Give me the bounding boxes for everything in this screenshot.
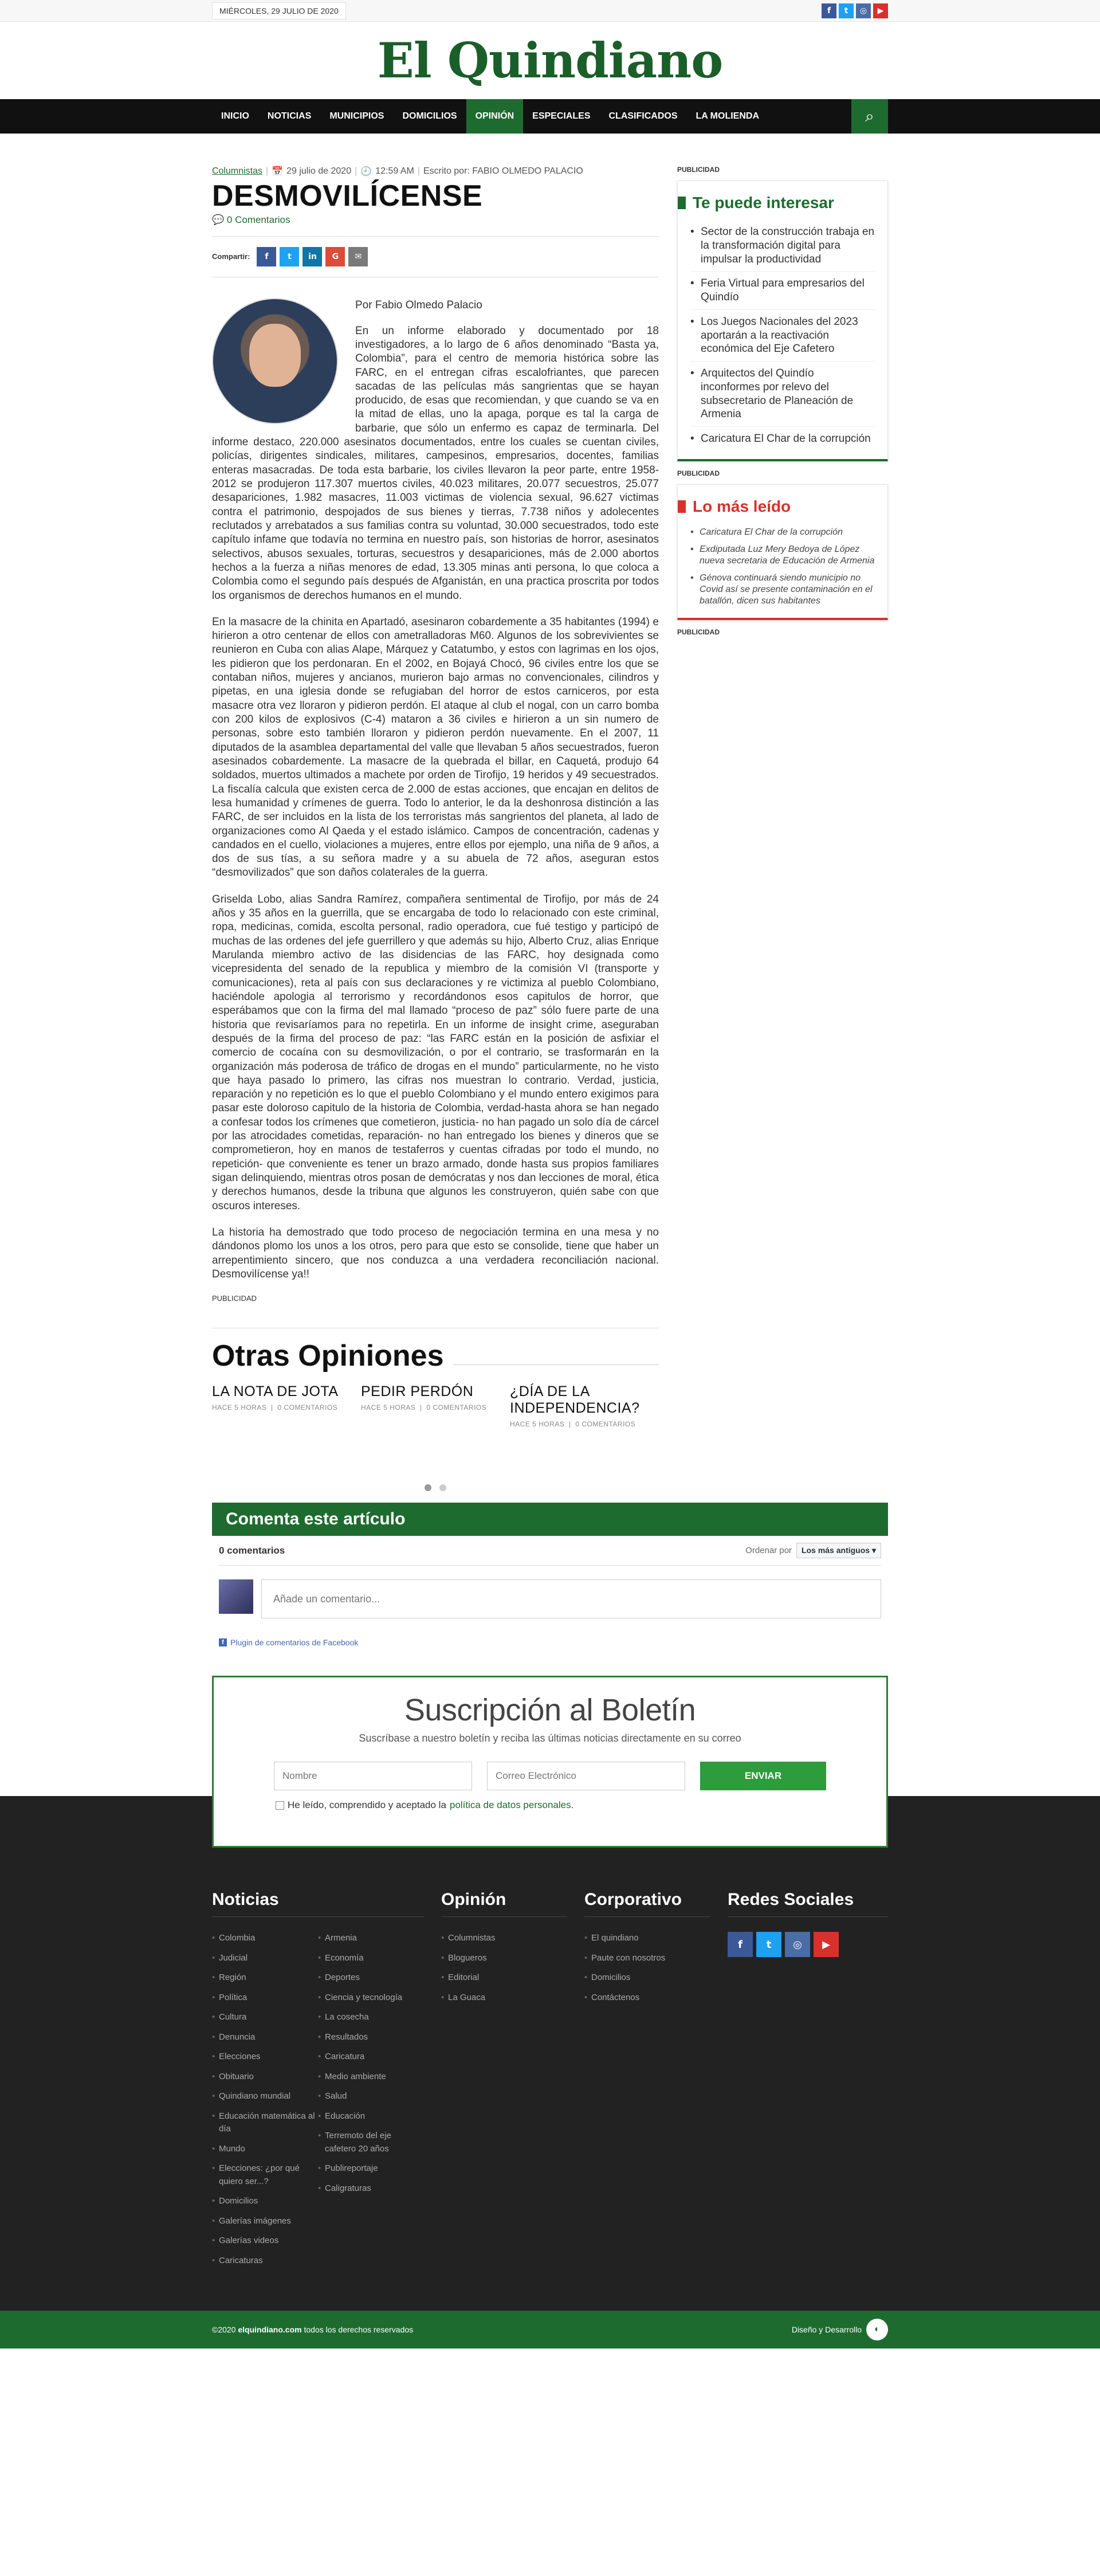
article-paragraph: Griselda Lobo, alias Sandra Ramírez, compañera sentimental de Tirofijo, por más de 24 años y 35 años en la guerrilla, que se encargaba de todo lo relacionado con este criminal, ropa, medicinas, comida, escolta personal, radio operadora, cue fué testigo y participó de muchas de las ordenes del jefe guerrillero y que además su hijo, Alberto Cruz, alias Enrique Marulanda miembro activo de las disidencias de las FARC, hoy designada como vicepresidenta del senado de la republica y miembro de la comisión VI (transporte y comunicaciones), reta al país con sus declaraciones y re victimiza al pueblo Colombiano, haciéndole apologia al terrorismo y recordándonos esos capitulos de horror, que esperábamos que con la firma del mal llamado “proceso de paz” sólo fuere parte de una historia que revisaríamos para no repetirla. En un informe de insight crime, aseguraban después de la firma del proceso de paz: “las FARC están en la posición de asfixiar el comercio de cocaína con su desmovilización, o por el contrario, se trasformarán en la organización más poderosa de tráfico de drogas en el mundo” particularmente, no he visto que haya pasado lo primero, las cifras nos muestran lo contrario. Verdad, justicia, reparación y no repetición es lo que el pueblo Colombiano y el mundo entero exigimos para pasar este doloroso capitulo de la historia de Colombia, verdad-hasta ahora se han negado a confesar todos los crímenes que cometieron, justicia- no han pagado un solo día de cárcel por las atrocidades cometidas, reparación- no han entregado los bienes y dineros que se comprometieron, hoy en manos de testaferros y cuentas cifradas por todo el mundo, no repetición- que conveniente es tener un brazo armado, donde hasta sus propios familiares sigan delinquiendo, mientras otros posan de demócratas y nos dan lecciones de moral, ética y derechos humanos, desde la tribuna que algunos les construyeron, quién sabe con que oscuros intereses. bbox=[212, 893, 659, 1212]
footer-link[interactable]: • Política bbox=[212, 1991, 318, 2012]
footer-link[interactable]: • Medio ambiente bbox=[318, 2071, 424, 2091]
footer-link[interactable]: • Columnistas bbox=[441, 1932, 547, 1952]
nav-item-clasificados[interactable]: CLASIFICADOS bbox=[608, 111, 678, 121]
instagram-icon[interactable]: ◎ bbox=[856, 3, 871, 18]
facebook-comments bbox=[212, 1536, 888, 1647]
newsletter-box bbox=[212, 1676, 888, 1848]
sidebar bbox=[677, 166, 888, 1491]
footer-link[interactable]: • Elecciones bbox=[212, 2050, 318, 2071]
privacy-checkbox-row bbox=[276, 1799, 886, 1811]
ad-label: PUBLICIDAD bbox=[677, 166, 720, 174]
footer-link[interactable]: • Mundo bbox=[212, 2143, 318, 2163]
header bbox=[0, 22, 1100, 99]
plugin-label: Plugin de comentarios de Facebook bbox=[230, 1638, 359, 1648]
share-email-icon[interactable]: ✉ bbox=[348, 247, 368, 266]
nav-item-la-molienda[interactable]: LA MOLIENDA bbox=[696, 111, 760, 121]
share-twitter-icon[interactable]: t bbox=[280, 247, 299, 266]
footer-heading: Redes Sociales bbox=[728, 1890, 888, 1917]
footer-link[interactable]: • Denuncia bbox=[212, 2031, 318, 2051]
footer-link[interactable]: • Cultura bbox=[212, 2011, 318, 2031]
footer-link[interactable]: • Salud bbox=[318, 2090, 424, 2110]
footer-link[interactable]: • Armenia bbox=[318, 1932, 424, 1952]
footer-link[interactable]: • Caricaturas bbox=[212, 2255, 318, 2275]
article-paragraph: La historia ha demostrado que todo proceso de negociación termina en una mesa y no dándonos plomo los unos a los otros, pero para que esto se consolide, tiene que haber un arrepentimiento sincero, que nos conduzca a una verdadera reconciliación nacional. Desmovilícense ya!! bbox=[212, 1226, 659, 1280]
comments-count: 0 Comentarios bbox=[226, 214, 290, 225]
twitter-icon[interactable]: t bbox=[839, 3, 854, 18]
footer-link[interactable]: • Elecciones: ¿por qué quiero ser...? bbox=[212, 2162, 318, 2195]
facebook-plugin-link[interactable] bbox=[219, 1638, 881, 1647]
interest-item[interactable]: • Arquitectos del Quindío inconformes por relevo del subsecretario de Planeación de Armenia bbox=[690, 362, 875, 427]
opinion-title[interactable]: PEDIR PERDÓN bbox=[361, 1383, 474, 1400]
facebook-icon[interactable]: f bbox=[822, 3, 836, 18]
article-time: 12:59 AM bbox=[375, 166, 414, 176]
calendar-icon: 📅 bbox=[272, 167, 284, 177]
nav-item-opinion[interactable]: OPINIÓN bbox=[466, 99, 524, 134]
article bbox=[212, 166, 659, 1491]
opinion-title[interactable]: ¿DÍA DE LA INDEPENDENCIA? bbox=[510, 1383, 640, 1417]
article-paragraph: En un informe elaborado y documentado por 18 investigadores, a lo largo de 6 años denominado “Basta ya, Colombia”, para el centro de memoria histórica sobre las FARC, en el entregan cifras escalofriantes, que parecen sacadas de las películas más sangrientas que se hayan producido, de esas que recomiendan, y que cuando se va en la mitad de ellas, uno la apaga, porque es tal la carga de barbarie, que sólo un enfermo es capaz de terminarla. Del informe destaco, 220.000 asesinatos documentados, entre los cuales se cuentan civiles, policías, dirigentes sindicales, militares, campesinos, empresarios, docentes, familias enteras masacradas. De toda esta barbarie, los civiles llevaron la peor parte, entre 1958-2012 se produjeron 117.307 muertos civiles, 40.023 militares, 20.077 secuestros, 25.077 desapariciones, 1.982 masacres, 11.003 victimas de violencia sexual, 96.627 victimas contra el patrimonio, despojados de sus bienes y tierras, 7.738 niños y adolecentes reclutados y arrebatados a sus familias contra su voluntad, 30.000 secuestrados, todo este capítulo infame que todavía no termina en nuestro país, son historias de horror, asesinatos selectivos, abusos sexuales, torturas, secuestros y desapariciones, más de 2.000 abortos hechos a la fuerza a niñas menores de edad, 13.305 minas anti persona, lo que coloca a Colombia como el segundo país después de Afganistán, en una practica proscrita por todos los organismos de derechos humanos en el mundo. bbox=[212, 324, 659, 602]
design-label: Diseño y Desarrollo bbox=[791, 2325, 862, 2335]
article-paragraph: En la masacre de la chinita en Apartadó, asesinaron cobardemente a 35 habitantes (1994) e hirieron a otro centenar de ellos con ametralladoras M60. Algunos de los sobrevivientes se reunieron en Cuba con alias Alape, Márquez y Catatumbo, y estos con lagrimas en los ojos, les pidieron que los perdonaran. En el 2002, en Bojayá Chocó, 96 civiles entre los que se contaban niños, mujeres y ancianos, murieron bajo armas no convencionales, cilindros y pipetas, en una iglesia donde se refugiaban del horror de estos carniceros, por esta masacre otra vez lloraron y pidieron perdón. El ataque al club el nogal, con un carro bomba con 200 kilos de explosivos (C-4) mataron a 36 civiles e hirieron a un sin numero de personas, sobre esto también lloraron y pidieron perdón nuevamente. En el 2007, 11 diputados de la asamblea departamental del valle que llevaban 5 años secuestrados, fueron asesinados cobardemente. La masacre de la quebrada el billar, en Caquetá, produjo 64 soldados, muertos ultimados a machete por orden de Tirofijo, 19 heridos y 49 secuestrados. La fiscalía calcula que existen cerca de 2.000 de estas acciones, que encajan en delitos de lesa humanidad y crímenes de guerra. Todo lo anterior, le da la deshonrosa distinción a las FARC, de ser incluidos en la lista de los terroristas más sangrientos del planeta, al lado de organizaciones como Al Qaeda y el estado islámico. Campos de concentración, cadenas y candados en el cuello, violaciones a mujeres, entre ellos por ejemplo, una niña de 9 años, a dos de sus tías, a su señora madre y a su abuela de 72 años, aseguran estos “desmovilizados” que son daños colaterales de la guerra. bbox=[212, 615, 659, 879]
design-credit[interactable] bbox=[792, 2319, 888, 2340]
carousel-dots bbox=[212, 1484, 659, 1491]
other-opinions bbox=[212, 1328, 659, 1491]
name-field[interactable] bbox=[274, 1762, 472, 1790]
clock-icon: 🕘 bbox=[360, 167, 372, 177]
footer-link[interactable]: • Galerías videos bbox=[212, 2234, 318, 2255]
footer-link[interactable]: • Educación matemática al día bbox=[212, 2110, 318, 2143]
opinion-meta: HACE 5 HORAS | 0 COMENTARIOS bbox=[361, 1403, 487, 1412]
footer-link[interactable]: • El quindiano bbox=[584, 1932, 690, 1952]
section-marker bbox=[678, 197, 686, 209]
newsletter-title: Suscripción al Boletín bbox=[404, 1693, 696, 1728]
opinion-card[interactable] bbox=[510, 1383, 659, 1428]
facebook-icon: f bbox=[219, 1638, 227, 1646]
carousel-dot[interactable] bbox=[425, 1484, 431, 1491]
youtube-icon[interactable]: ▶ bbox=[873, 3, 888, 18]
search-icon[interactable]: ⌕ bbox=[851, 99, 888, 134]
footer-link[interactable]: • Galerías imágenes bbox=[212, 2215, 318, 2235]
current-date: MIÉRCOLES, 29 JULIO DE 2020 bbox=[212, 2, 346, 19]
ad-label: PUBLICIDAD bbox=[677, 469, 720, 477]
ad-label: PUBLICIDAD bbox=[677, 628, 720, 636]
section-marker bbox=[678, 500, 686, 513]
opinion-meta: HACE 5 HORAS | 0 COMENTARIOS bbox=[212, 1403, 338, 1412]
meta-separator: | bbox=[266, 166, 269, 176]
footer-link[interactable]: • Ciencia y tecnología bbox=[318, 1991, 424, 2012]
share-linkedin-icon[interactable]: in bbox=[302, 247, 322, 266]
most-read-item[interactable]: • Génova continuará siendo municipio no Covid así se presente contaminación en el batallón, dicen sus habitantes bbox=[690, 570, 875, 610]
footer-link[interactable]: • Judicial bbox=[212, 1952, 318, 1972]
footer-opinion bbox=[441, 1890, 567, 2274]
footer-corporativo bbox=[584, 1890, 710, 2274]
footer-link[interactable]: • Obituario bbox=[212, 2071, 318, 2091]
comment-count: 0 comentarios bbox=[219, 1544, 285, 1556]
designer-logo-icon: ◐ bbox=[866, 2319, 888, 2340]
email-field[interactable] bbox=[487, 1762, 685, 1790]
footer-link[interactable]: • Publireportaje bbox=[318, 2162, 424, 2182]
article-meta bbox=[212, 166, 659, 177]
interest-item[interactable]: • Sector de la construcción trabaja en la transformación digital para impulsar la productividad bbox=[690, 220, 875, 272]
instagram-icon[interactable]: ◎ bbox=[785, 1932, 810, 1957]
nav-item-especiales[interactable]: ESPECIALES bbox=[532, 111, 591, 121]
comment-section-title: Comenta este artículo bbox=[212, 1503, 888, 1536]
byline: Por Fabio Olmedo Palacio bbox=[355, 299, 482, 311]
opinion-carousel bbox=[212, 1383, 659, 1428]
twitter-icon[interactable]: t bbox=[756, 1932, 781, 1957]
share-facebook-icon[interactable]: f bbox=[257, 247, 276, 266]
privacy-checkbox[interactable] bbox=[276, 1801, 284, 1810]
most-read-item[interactable]: • Caricatura El Char de la corrupción bbox=[690, 524, 875, 541]
meta-separator: | bbox=[355, 166, 358, 176]
footer-link[interactable]: • Editorial bbox=[441, 1971, 547, 1991]
nav-item-domicilios[interactable]: DOMICILIOS bbox=[402, 111, 457, 121]
lo-mas-leido-box bbox=[677, 484, 888, 620]
copyright: ©2020 elquindiano.com todos los derechos reservados bbox=[212, 2325, 414, 2335]
share-label: Compartir: bbox=[212, 252, 250, 261]
share-bar bbox=[212, 247, 659, 266]
footer-heading: Noticias bbox=[212, 1890, 424, 1917]
opinion-meta: HACE 5 HORAS | 0 COMENTARIOS bbox=[510, 1420, 636, 1429]
facebook-icon[interactable]: f bbox=[728, 1932, 753, 1957]
comments-count-link[interactable] bbox=[212, 214, 659, 226]
comment-input[interactable] bbox=[261, 1579, 881, 1618]
article-author-meta: Escrito por: FABIO OLMEDO PALACIO bbox=[423, 166, 583, 176]
footer-link[interactable]: • Domicilios bbox=[584, 1971, 690, 1991]
sort-select[interactable]: Los más antiguos ▾ bbox=[796, 1543, 881, 1558]
copyright-bar bbox=[0, 2311, 1100, 2348]
opinion-title[interactable]: LA NOTA DE JOTA bbox=[212, 1383, 339, 1400]
footer bbox=[0, 1676, 1100, 2348]
interest-title: Te puede interesar bbox=[693, 194, 834, 211]
privacy-text: He leído, comprendido y aceptado la bbox=[288, 1799, 446, 1811]
category-link[interactable]: Columnistas bbox=[212, 166, 263, 176]
footer-noticias bbox=[212, 1890, 424, 2274]
carousel-dot[interactable] bbox=[439, 1484, 446, 1491]
share-google-icon[interactable]: G bbox=[325, 247, 345, 266]
article-title: DESMOVILÍCENSE bbox=[212, 179, 483, 213]
footer-link[interactable]: • Región bbox=[212, 1971, 318, 1991]
youtube-icon[interactable]: ▶ bbox=[814, 1932, 839, 1957]
footer-link[interactable]: • La Guaca bbox=[441, 1991, 547, 2012]
footer-link[interactable]: • Caricatura bbox=[318, 2050, 424, 2071]
footer-heading: Opinión bbox=[441, 1890, 567, 1917]
footer-link[interactable]: • Deportes bbox=[318, 1971, 424, 1991]
footer-link[interactable]: • Colombia bbox=[212, 1932, 318, 1952]
sort-label: Ordenar por bbox=[745, 1546, 792, 1556]
footer-link[interactable]: • Blogueros bbox=[441, 1952, 547, 1972]
footer-heading: Corporativo bbox=[584, 1890, 710, 1917]
main-nav bbox=[0, 99, 1100, 134]
article-date: 29 julio de 2020 bbox=[286, 166, 352, 176]
nav-item-municipios[interactable]: MUNICIPIOS bbox=[329, 111, 384, 121]
meta-separator: | bbox=[417, 166, 420, 176]
article-body bbox=[212, 298, 659, 1303]
footer-link[interactable]: • Terremoto del eje cafetero 20 años bbox=[318, 2130, 424, 2162]
interest-item[interactable]: • Feria Virtual para empresarios del Quindío bbox=[690, 272, 875, 310]
footer-link[interactable]: • Contáctenos bbox=[584, 1991, 690, 2012]
divider bbox=[212, 236, 659, 237]
site-link[interactable]: elquindiano.com bbox=[238, 2325, 302, 2335]
footer-link[interactable]: • Economía bbox=[318, 1952, 424, 1972]
opinion-card[interactable] bbox=[361, 1383, 510, 1428]
avatar bbox=[219, 1579, 253, 1614]
submit-button[interactable]: ENVIAR bbox=[700, 1762, 826, 1790]
footer-redes bbox=[728, 1890, 888, 2274]
top-bar bbox=[0, 0, 1100, 22]
interest-item[interactable]: • Los Juegos Nacionales del 2023 aportarán a la reactivación económica del Eje Cafetero bbox=[690, 310, 875, 362]
site-logo[interactable]: El Quindiano bbox=[377, 32, 723, 89]
interest-item[interactable]: • Caricatura El Char de la corrupción bbox=[690, 427, 875, 451]
footer-link[interactable]: • Domicilios bbox=[212, 2195, 318, 2215]
other-opinions-title: Otras Opiniones bbox=[212, 1339, 444, 1373]
te-puede-interesar-box bbox=[677, 181, 888, 461]
most-read-item[interactable]: • Exdiputada Luz Mery Bedoya de López nueva secretaria de Educación de Armenia bbox=[690, 541, 875, 570]
newsletter-subtitle: Suscríbase a nuestro boletín y reciba las últimas noticias directamente en su correo bbox=[359, 1732, 741, 1744]
author-photo bbox=[212, 298, 338, 424]
comment-icon: 💬 bbox=[212, 214, 225, 225]
privacy-link[interactable]: política de datos personales. bbox=[449, 1799, 574, 1811]
footer-link[interactable]: • Paute con nosotros bbox=[584, 1952, 690, 1972]
ad-label: PUBLICIDAD bbox=[212, 1294, 257, 1303]
most-read-title: Lo más leído bbox=[693, 497, 791, 515]
footer-link[interactable]: • La cosecha bbox=[318, 2011, 424, 2031]
top-social-links bbox=[822, 3, 888, 18]
footer-link[interactable]: • Resultados bbox=[318, 2031, 424, 2051]
nav-item-inicio[interactable]: INICIO bbox=[221, 111, 249, 121]
footer-link[interactable]: • Caligraturas bbox=[318, 2182, 424, 2202]
footer-link[interactable]: • Educación bbox=[318, 2110, 424, 2130]
opinion-card[interactable] bbox=[212, 1383, 361, 1428]
nav-item-noticias[interactable]: NOTICIAS bbox=[267, 111, 312, 121]
footer-link[interactable]: • Quindiano mundial bbox=[212, 2090, 318, 2110]
